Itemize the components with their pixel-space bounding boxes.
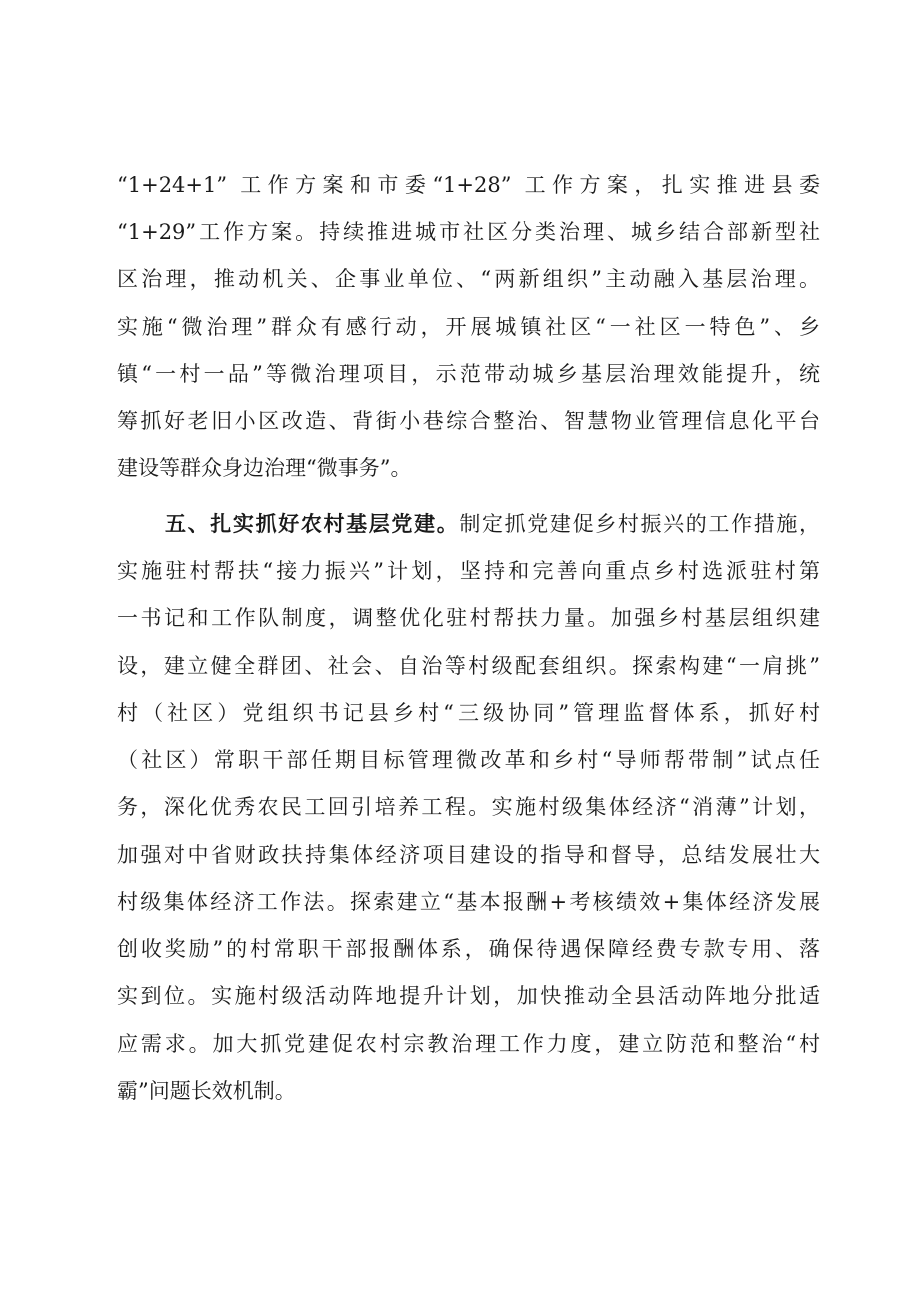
text-line: “1+29”工作方案。持续推进城市社区分类治理、城乡结合部新型社	[117, 220, 820, 244]
text-line: 实施“微治理”群众有感行动，开展城镇社区“一社区一特色”、乡	[117, 315, 820, 339]
text-line: 创收奖励”的村常职干部报酬体系，确保待遇保障经费专款专用、落	[117, 937, 820, 961]
section-heading: 五、扎实抓好农村基层党建。	[165, 511, 460, 536]
text-line: “1+24+1” 工作方案和市委“1+28” 工作方案，扎实推进县委	[117, 173, 820, 197]
text-line: 霸”问题长效机制。	[117, 1079, 296, 1103]
text-line: 村级集体经济工作法。探索建立“基本报酬+考核绩效+集体经济发展	[117, 890, 820, 914]
text-line: 筹抓好老旧小区改造、背街小巷综合整治、智慧物业管理信息化平台	[117, 409, 820, 433]
text-line-first	[165, 509, 820, 539]
text-line: 区治理，推动机关、企事业单位、“两新组织”主动融入基层治理。	[117, 267, 820, 291]
text-line: 镇“一村一品”等微治理项目，示范带动城乡基层治理效能提升，统	[117, 362, 820, 386]
text-line: 应需求。加大抓党建促农村宗教治理工作力度，建立防范和整治“村	[117, 1032, 820, 1056]
text-line: 一书记和工作队制度，调整优化驻村帮扶力量。加强乡村基层组织建	[117, 606, 820, 630]
text-line: （社区）常职干部任期目标管理微改革和乡村“导师帮带制”试点任	[117, 748, 820, 772]
text-line: 村（社区）党组织书记县乡村“三级协同”管理监督体系，抓好村	[117, 701, 820, 725]
text-line: 建设等群众身边治理“微事务”。	[117, 456, 412, 480]
text-line: 实到位。实施村级活动阵地提升计划，加快推动全县活动阵地分批适	[117, 984, 820, 1008]
text-line: 务，深化优秀农民工回引培养工程。实施村级集体经济“消薄”计划，	[117, 795, 820, 819]
text-line: 加强对中省财政扶持集体经济项目建设的指导和督导，总结发展壮大	[117, 843, 820, 867]
text-line: 设，建立健全群团、社会、自治等村级配套组织。探索构建“一肩挑”	[117, 654, 820, 678]
heading-rest: 制定抓党建促乡村振兴的工作措施，	[459, 512, 821, 536]
text-line: 实施驻村帮扶“接力振兴”计划，坚持和完善向重点乡村选派驻村第	[117, 559, 820, 583]
